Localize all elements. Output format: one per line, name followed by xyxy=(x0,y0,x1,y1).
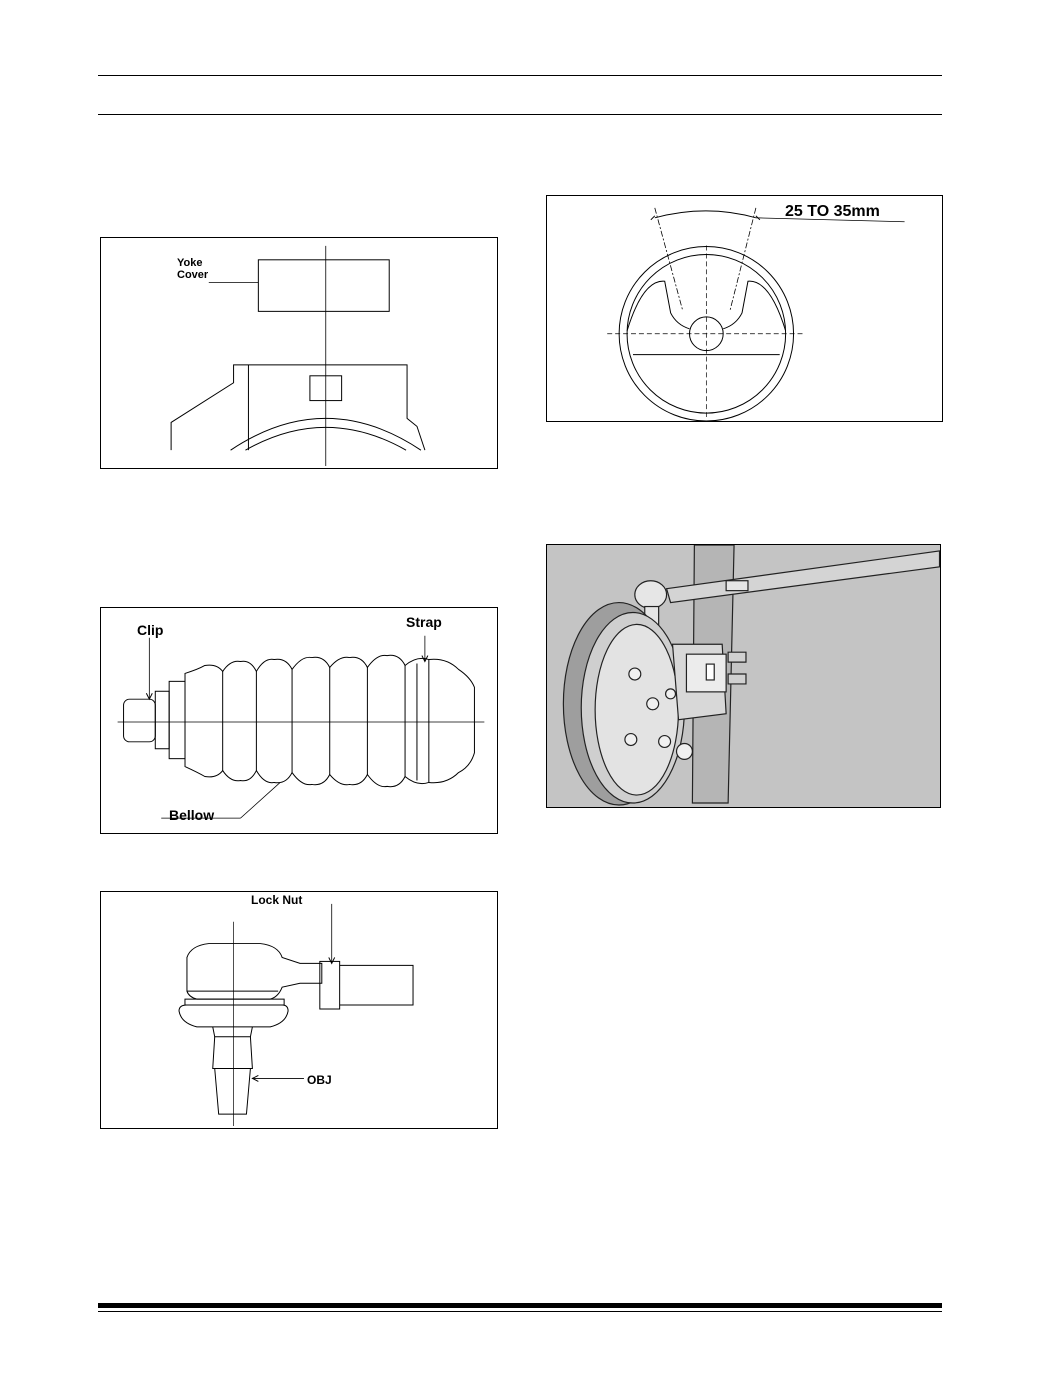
measurement-label: 25 TO 35mm xyxy=(785,203,880,220)
clip-label: Clip xyxy=(137,622,164,638)
header-rule-bottom xyxy=(98,114,942,115)
figure-steering-wheel xyxy=(546,195,943,422)
bellow-drawing xyxy=(101,608,497,833)
cover-label: Cover xyxy=(177,269,209,281)
header-rule-top xyxy=(98,75,942,76)
footer-rule-thin xyxy=(98,1311,942,1312)
figure-bellow xyxy=(100,607,498,834)
steering-wheel-drawing xyxy=(547,196,942,421)
tie-rod-end-drawing xyxy=(101,892,497,1128)
yoke-cover-drawing xyxy=(101,238,497,468)
figure-tie-rod-end xyxy=(100,891,498,1129)
obj-label: OBJ xyxy=(307,1073,332,1087)
yoke-label: Yoke xyxy=(177,257,203,269)
figure-knuckle-photo xyxy=(546,544,941,808)
figure-yoke-cover xyxy=(100,237,498,469)
knuckle-photo-illustration xyxy=(547,545,940,807)
bellow-label: Bellow xyxy=(169,807,215,823)
strap-label: Strap xyxy=(406,614,442,630)
footer-rule-thick xyxy=(98,1303,942,1308)
lock-nut-label: Lock Nut xyxy=(251,893,303,907)
